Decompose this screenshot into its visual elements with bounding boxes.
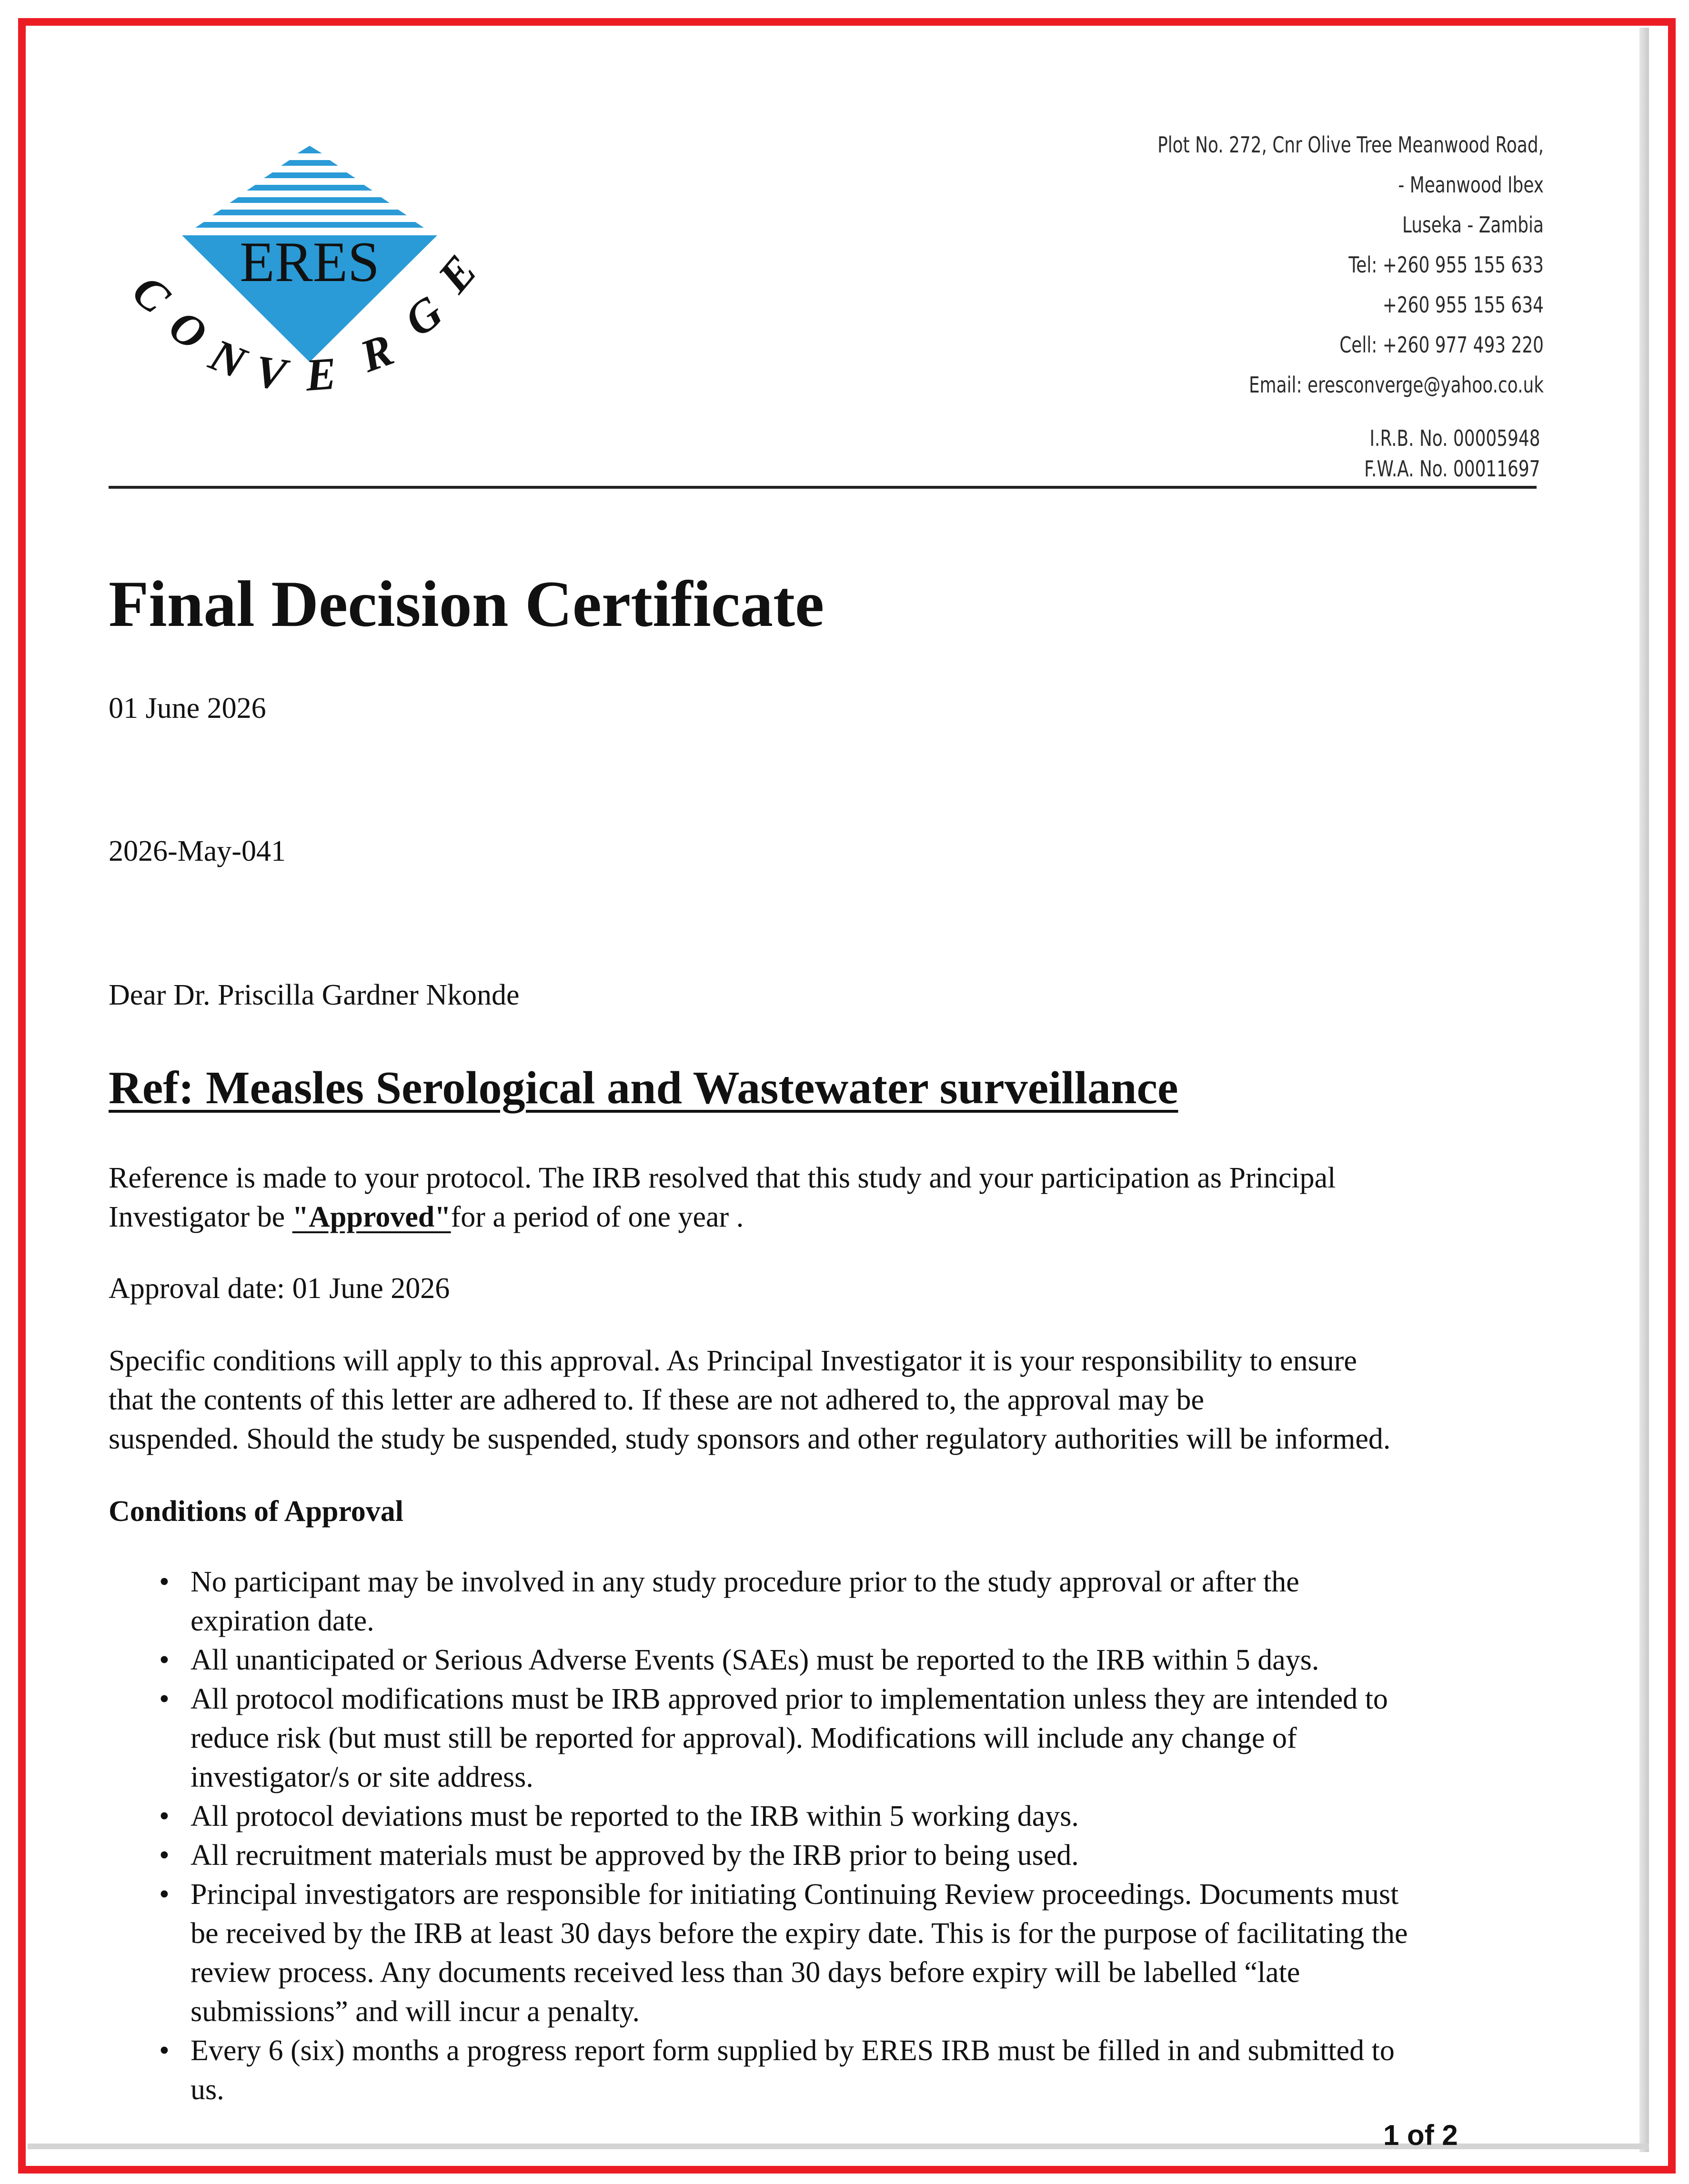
address-line: - Meanwood Ibex xyxy=(1398,172,1544,198)
approval-text: for a period of one year . xyxy=(451,1201,744,1233)
approval-paragraph-line xyxy=(109,1198,1336,1237)
logo-arc-letter: C xyxy=(122,265,180,323)
reference-heading: Ref: Measles Serological and Wastewater surveillance xyxy=(109,1062,1178,1114)
letterhead-address xyxy=(1098,125,1544,405)
conditions-paragraph-line: that the contents of this letter are adhered to. If these are not adhered to, the approval may be xyxy=(109,1384,1204,1416)
address-phone: Tel: +260 955 155 633 xyxy=(1348,252,1544,278)
list-item: • All unanticipated or Serious Adverse Events (SAEs) must be reported to the IRB within 5 days. xyxy=(191,1641,1553,1680)
approved-status: "Approved" xyxy=(292,1201,451,1233)
logo-arc-letter: V xyxy=(252,345,290,400)
salutation: Dear Dr. Priscilla Gardner Nkonde xyxy=(109,979,520,1011)
letterhead-divider xyxy=(109,486,1537,489)
address-line: Plot No. 272, Cnr Olive Tree Meanwood Road, xyxy=(1157,132,1544,158)
conditions-heading: Conditions of Approval xyxy=(109,1495,404,1528)
address-phone-alt: +260 955 155 634 xyxy=(1382,292,1544,318)
approval-paragraph-line: Reference is made to your protocol. The IRB resolved that this study and your participation as Principal xyxy=(109,1162,1336,1194)
conditions-paragraph xyxy=(109,1341,1390,1459)
logo-arc-letter: G xyxy=(395,285,452,346)
fwa-number: F.W.A. No. 00011697 xyxy=(1364,456,1540,482)
logo-arc-letter: N xyxy=(203,329,253,389)
list-item: • Principal investigators are responsible for initiating Continuing Review proceedings. Documents must be received by the IRB at least 30 days before the expiry date. This is for the purpose of facilitating the review process. Any documents received less than 30 days before expiry will be labelled “late submissions” and will incur a penalty. xyxy=(191,1875,1553,2031)
list-item: • Every 6 (six) months a progress report form supplied by ERES IRB must be filled in and submitted to us. xyxy=(191,2031,1553,2109)
reference-number: 2026-May-041 xyxy=(109,835,286,867)
list-item: • All recruitment materials must be approved by the IRB prior to being used. xyxy=(191,1836,1553,1875)
letterhead-ids xyxy=(1365,423,1540,484)
list-item: • All protocol modifications must be IRB approved prior to implementation unless they are intended to reduce risk (but must still be reported for approval). Modifications will include any change of investigator/s or site address. xyxy=(191,1680,1553,1797)
page-title: Final Decision Certificate xyxy=(109,567,824,640)
list-item: • All protocol deviations must be reported to the IRB within 5 working days. xyxy=(191,1797,1553,1836)
logo-brand-text: ERES xyxy=(240,230,380,293)
conditions-list xyxy=(191,1562,1553,2109)
conditions-paragraph-line: suspended. Should the study be suspended, study sponsors and other regulatory authorities will be informed. xyxy=(109,1423,1391,1455)
letter-date: 01 June 2026 xyxy=(109,692,266,725)
list-item: • No participant may be involved in any study procedure prior to the study approval or after the expiration date. xyxy=(191,1562,1553,1641)
address-line: Luseka - Zambia xyxy=(1402,212,1544,238)
approval-text: Investigator be xyxy=(109,1201,292,1233)
approval-date: Approval date: 01 June 2026 xyxy=(109,1272,450,1305)
approval-paragraph xyxy=(109,1158,1336,1237)
logo-arc-letter: O xyxy=(160,299,216,361)
address-cell: Cell: +260 977 493 220 xyxy=(1339,332,1544,358)
page-shadow-right xyxy=(1639,28,1649,2152)
irb-number: I.R.B. No. 00005948 xyxy=(1369,425,1540,451)
logo-arc-letter: E xyxy=(428,245,487,302)
conditions-paragraph-line: Specific conditions will apply to this approval. As Principal Investigator it is your responsibility to ensure xyxy=(109,1345,1357,1377)
page-number: 1 of 2 xyxy=(1383,2119,1458,2151)
eres-converge-logo xyxy=(112,138,522,481)
logo-arc-letter: E xyxy=(304,347,338,401)
address-email: Email: eresconverge@yahoo.co.uk xyxy=(1248,372,1544,398)
logo-arc-letter: R xyxy=(353,323,400,382)
